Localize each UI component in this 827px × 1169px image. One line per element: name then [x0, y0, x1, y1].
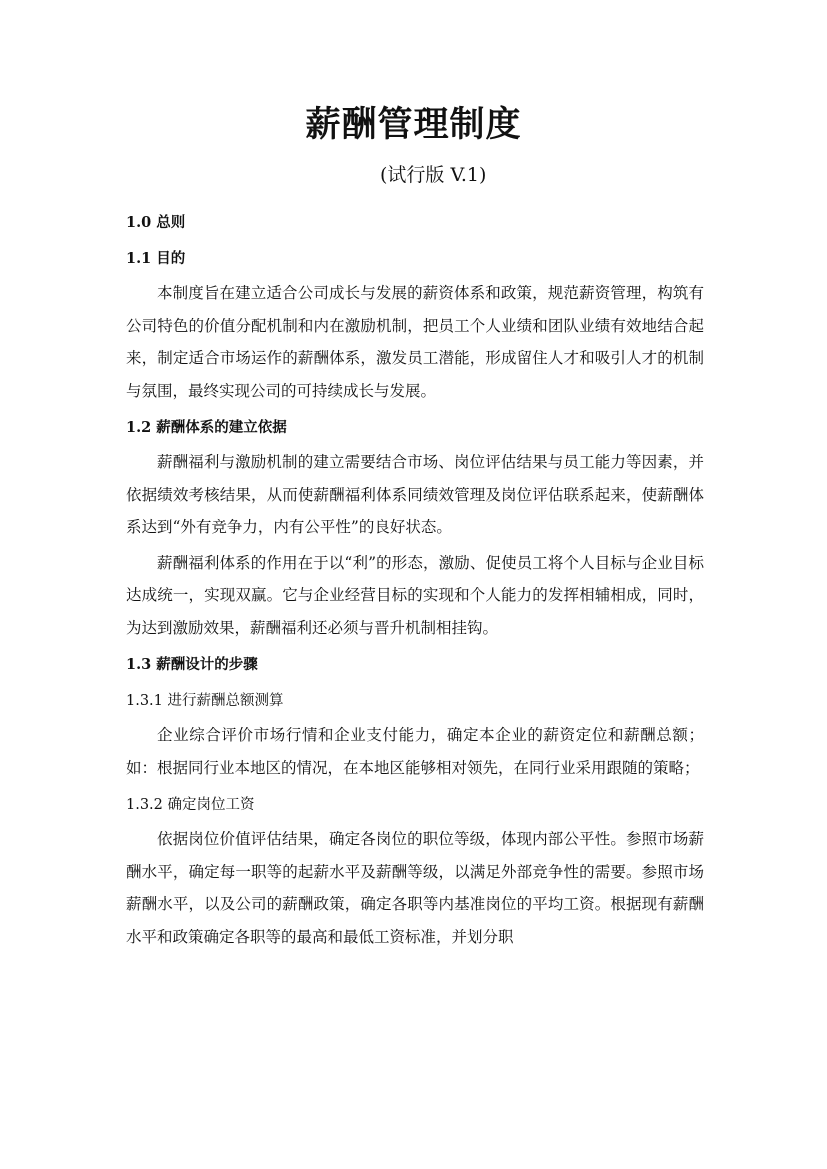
section-heading-1-0: 1.0 总则: [126, 214, 186, 231]
section-heading-1-1: 1.1 目的: [126, 250, 186, 267]
paragraph-purpose: 本制度旨在建立适合公司成长与发展的薪资体系和政策，规范薪资管理，构筑有公司特色的价值分配机制和内在激励机制，把员工个人业绩和团队业绩有效地结合起来，制定适合市场运作的薪酬体系，激发员工潜能，形成留住人才和吸引人才的机制与氛围，最终实现公司的可持续成长与发展。: [126, 284, 704, 400]
paragraph-position-salary: 依据岗位价值评估结果，确定各岗位的职位等级，体现内部公平性。参照市场薪酬水平，确定每一职等的起薪水平及薪酬等级，以满足外部竞争性的需要。参照市场薪酬水平，以及公司的薪酬政策，确定各职等内基准岗位的平均工资。根据现有薪酬水平和政策确定各职等的最高和最低工资标准，并划分职: [126, 830, 704, 946]
document-body: [126, 205, 704, 956]
subsection-heading-1-3-1: 1.3.1 进行薪酬总额测算: [126, 693, 284, 709]
subsection-heading-1-3-2: 1.3.2 确定岗位工资: [126, 797, 255, 813]
section-heading-1-2: 1.2 薪酬体系的建立依据: [126, 419, 287, 436]
section-heading-1-3: 1.3 薪酬设计的步骤: [126, 656, 258, 673]
document-subtitle: (试行版 V.1): [380, 164, 487, 186]
paragraph-total-salary: 企业综合评价市场行情和企业支付能力，确定本企业的薪资定位和薪酬总额；如：根据同行业本地区的情况，在本地区能够相对领先，在同行业采用跟随的策略；: [126, 726, 704, 777]
document-title: 薪酬管理制度: [305, 105, 522, 145]
paragraph-basis-1: 薪酬福利与激励机制的建立需要结合市场、岗位评估结果与员工能力等因素，并依据绩效考核结果，从而使薪酬福利体系同绩效管理及岗位评估联系起来，使薪酬体系达到“外有竞争力，内有公平性”的良好状态。: [126, 453, 704, 536]
paragraph-basis-2: 薪酬福利体系的作用在于以“利”的形态，激励、促使员工将个人目标与企业目标达成统一，实现双赢。它与企业经营目标的实现和个人能力的发挥相辅相成，同时，为达到激励效果，薪酬福利还必须与晋升机制相挂钩。: [126, 553, 704, 637]
